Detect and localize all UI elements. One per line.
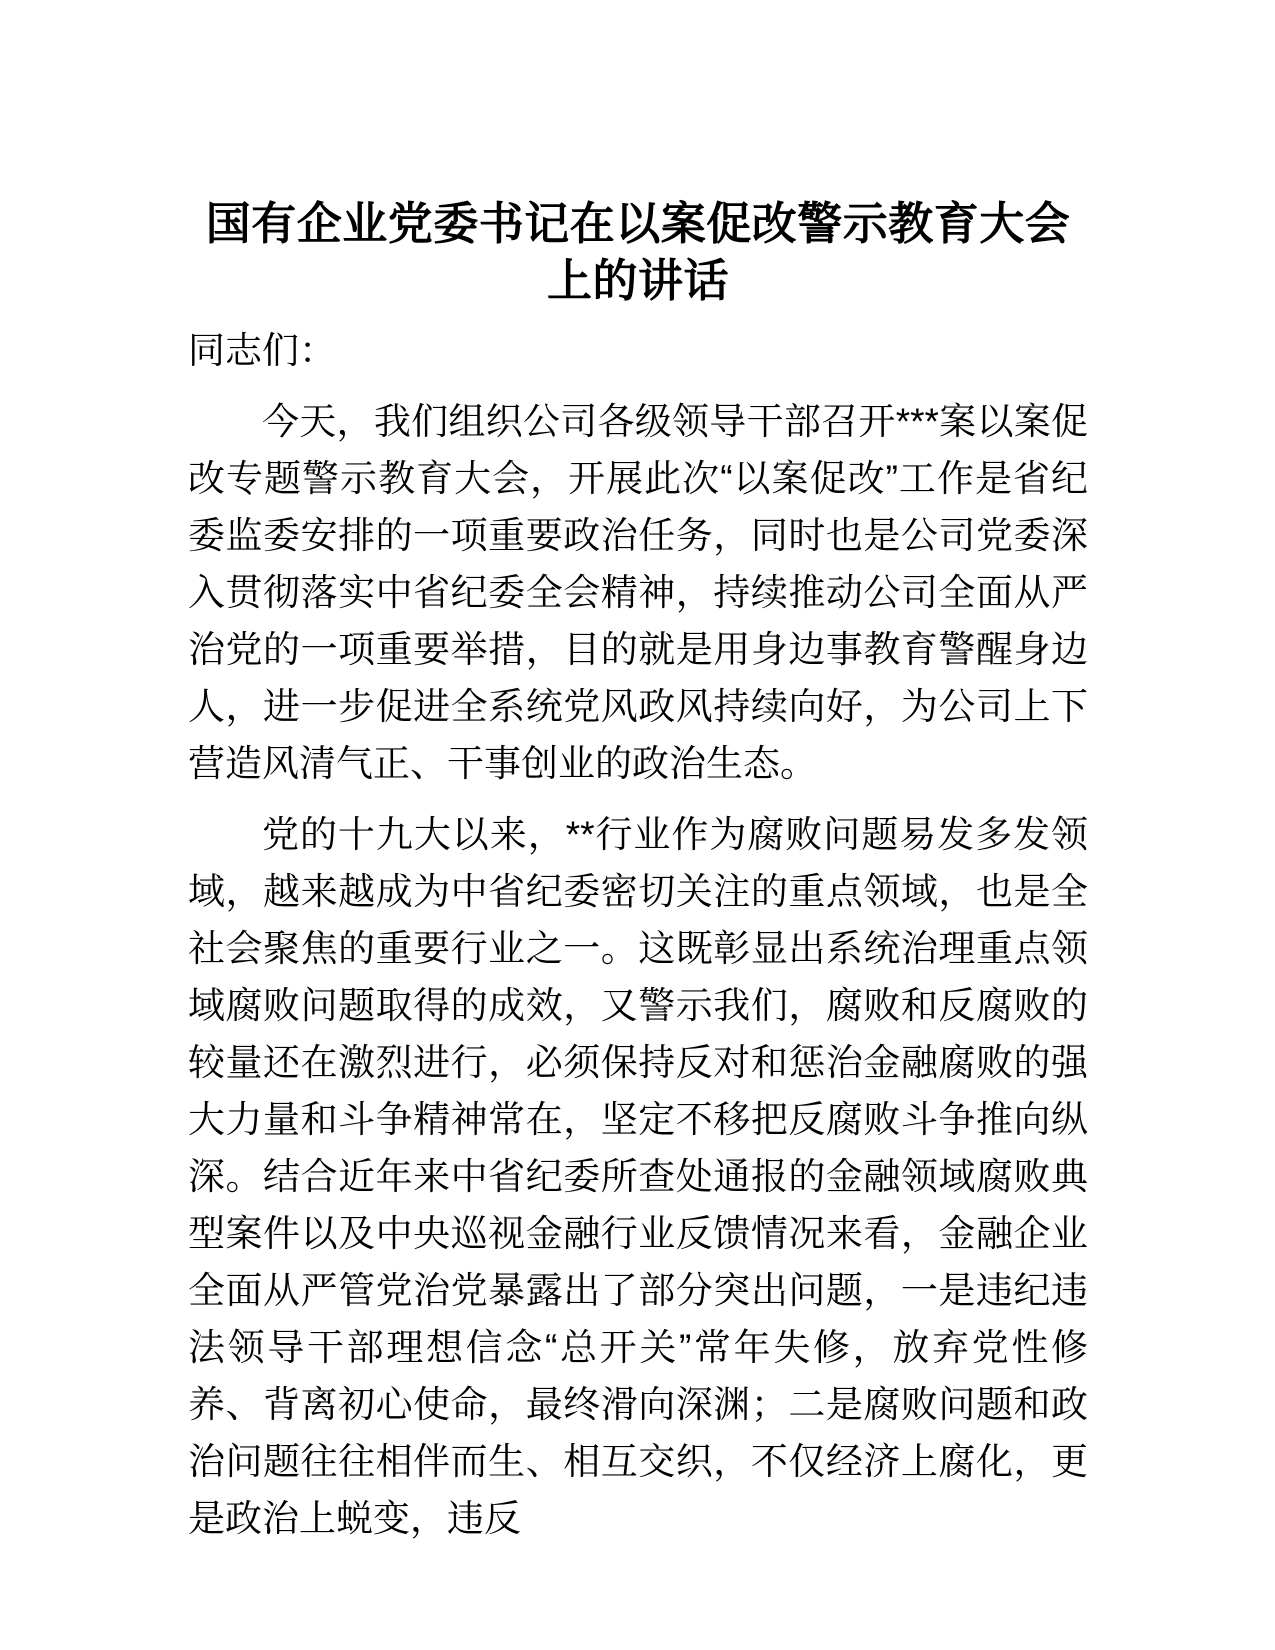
body-paragraph-2: 党的十九大以来，**行业作为腐败问题易发多发领域，越来越成为中省纪委密切关注的重点领域，也是全社会聚焦的重要行业之一。这既彰显出系统治理重点领域腐败问题取得的成效，又警示我们，腐败和反腐败的较量还在激烈进行，必须保持反对和惩治金融腐败的强大力量和斗争精神常在，坚定不移把反腐败斗争推向纵深。结合近年来中省纪委所查处通报的金融领域腐败典型案件以及中央巡视金融行业反馈情况来看，金融企业全面从严管党治党暴露出了部分突出问题，一是违纪违法领导干部理想信念“总开关”常年失修，放弃党性修养、背离初心使命，最终滑向深渊；二是腐败问题和政治问题往往相伴而生、相互交织，不仅经济上腐化，更是政治上蜕变，违反 xyxy=(188,814,1088,1539)
document-body xyxy=(188,196,1088,1548)
page-title: 国有企业党委书记在以案促改警示教育大会上的讲话 xyxy=(205,198,1071,306)
salutation-line: 同志们： xyxy=(188,330,336,372)
body-paragraph-1: 今天，我们组织公司各级领导干部召开***案以案促改专题警示教育大会，开展此次“以案促改”工作是省纪委监委安排的一项重要政治任务，同时也是公司党委深入贯彻落实中省纪委全会精神，持续推动公司全面从严治党的一项重要举措，目的就是用身边事教育警醒身边人，进一步促进全系统党风政风持续向好，为公司上下营造风清气正、干事创业的政治生态。 xyxy=(188,401,1088,785)
